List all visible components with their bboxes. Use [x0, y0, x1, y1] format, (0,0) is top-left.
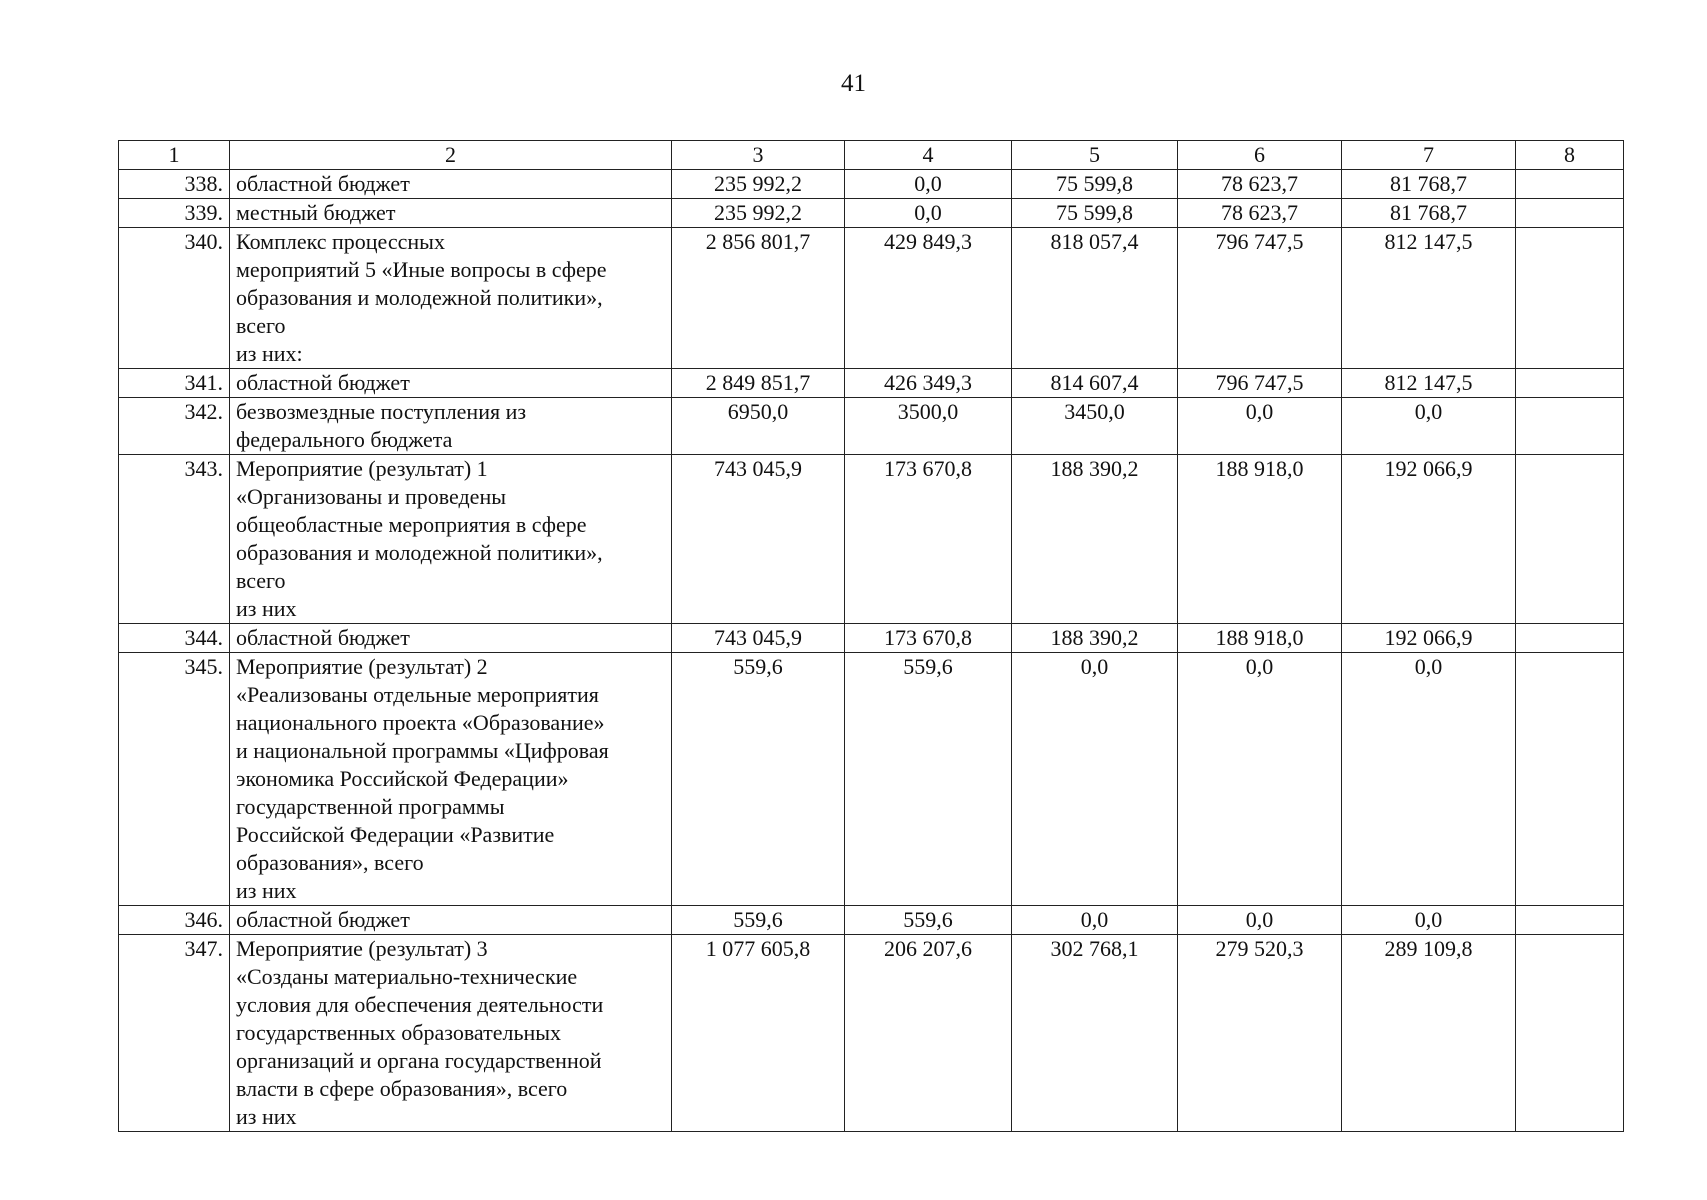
value-col7: 812 147,5 [1342, 369, 1516, 398]
value-col7: 0,0 [1342, 398, 1516, 455]
value-col4: 559,6 [845, 653, 1012, 906]
value-col6: 0,0 [1178, 398, 1342, 455]
row-name: областной бюджет [230, 170, 672, 199]
value-col5: 3450,0 [1012, 398, 1178, 455]
row-number: 339. [119, 199, 230, 228]
value-col3: 559,6 [672, 653, 845, 906]
value-col3: 235 992,2 [672, 170, 845, 199]
value-col5: 302 768,1 [1012, 935, 1178, 1132]
table-row [119, 653, 1624, 906]
value-col5: 0,0 [1012, 653, 1178, 906]
value-col6: 796 747,5 [1178, 369, 1342, 398]
value-col3: 2 856 801,7 [672, 228, 845, 369]
value-col3: 743 045,9 [672, 455, 845, 624]
value-col8 [1516, 906, 1624, 935]
budget-table [118, 140, 1624, 1132]
table-row [119, 199, 1624, 228]
row-number: 347. [119, 935, 230, 1132]
column-header: 8 [1516, 141, 1624, 170]
value-col5: 75 599,8 [1012, 199, 1178, 228]
value-col4: 429 849,3 [845, 228, 1012, 369]
value-col7: 0,0 [1342, 653, 1516, 906]
value-col5: 0,0 [1012, 906, 1178, 935]
row-name: Мероприятие (результат) 1 «Организованы и проведены общеобластные мероприятия в сфере образования и молодежной политики», всего из них [230, 455, 672, 624]
value-col5: 188 390,2 [1012, 624, 1178, 653]
value-col4: 559,6 [845, 906, 1012, 935]
value-col8 [1516, 199, 1624, 228]
table-row [119, 170, 1624, 199]
row-number: 345. [119, 653, 230, 906]
row-number: 342. [119, 398, 230, 455]
value-col3: 6950,0 [672, 398, 845, 455]
row-number: 344. [119, 624, 230, 653]
column-header: 1 [119, 141, 230, 170]
column-header: 4 [845, 141, 1012, 170]
value-col8 [1516, 455, 1624, 624]
value-col8 [1516, 653, 1624, 906]
row-name: областной бюджет [230, 369, 672, 398]
row-name: Комплекс процессных мероприятий 5 «Иные вопросы в сфере образования и молодежной политики», всего из них: [230, 228, 672, 369]
table-row [119, 398, 1624, 455]
value-col8 [1516, 935, 1624, 1132]
value-col8 [1516, 624, 1624, 653]
value-col3: 235 992,2 [672, 199, 845, 228]
value-col8 [1516, 398, 1624, 455]
row-name: безвозмездные поступления из федерального бюджета [230, 398, 672, 455]
row-name: областной бюджет [230, 624, 672, 653]
value-col8 [1516, 228, 1624, 369]
row-number: 338. [119, 170, 230, 199]
value-col3: 559,6 [672, 906, 845, 935]
value-col3: 1 077 605,8 [672, 935, 845, 1132]
value-col6: 188 918,0 [1178, 455, 1342, 624]
value-col8 [1516, 369, 1624, 398]
table-row [119, 455, 1624, 624]
value-col4: 426 349,3 [845, 369, 1012, 398]
value-col4: 173 670,8 [845, 455, 1012, 624]
row-name: Мероприятие (результат) 3 «Созданы материально-технические условия для обеспечения деятельности государственных образовательных организаций и органа государственной власти в сфере образования», всего из них [230, 935, 672, 1132]
row-name: местный бюджет [230, 199, 672, 228]
table-row [119, 624, 1624, 653]
value-col5: 188 390,2 [1012, 455, 1178, 624]
value-col5: 818 057,4 [1012, 228, 1178, 369]
value-col6: 796 747,5 [1178, 228, 1342, 369]
value-col6: 78 623,7 [1178, 199, 1342, 228]
table-row [119, 369, 1624, 398]
column-header: 3 [672, 141, 845, 170]
value-col4: 3500,0 [845, 398, 1012, 455]
table-row [119, 935, 1624, 1132]
column-header: 2 [230, 141, 672, 170]
row-number: 346. [119, 906, 230, 935]
value-col4: 206 207,6 [845, 935, 1012, 1132]
value-col3: 2 849 851,7 [672, 369, 845, 398]
row-name: областной бюджет [230, 906, 672, 935]
row-number: 343. [119, 455, 230, 624]
value-col5: 75 599,8 [1012, 170, 1178, 199]
table-row [119, 228, 1624, 369]
value-col7: 81 768,7 [1342, 199, 1516, 228]
value-col5: 814 607,4 [1012, 369, 1178, 398]
value-col4: 173 670,8 [845, 624, 1012, 653]
header-row [119, 141, 1624, 170]
value-col4: 0,0 [845, 170, 1012, 199]
page-number: 41 [841, 70, 866, 97]
value-col7: 192 066,9 [1342, 624, 1516, 653]
value-col6: 279 520,3 [1178, 935, 1342, 1132]
value-col6: 78 623,7 [1178, 170, 1342, 199]
value-col7: 289 109,8 [1342, 935, 1516, 1132]
column-header: 5 [1012, 141, 1178, 170]
value-col7: 81 768,7 [1342, 170, 1516, 199]
column-header: 7 [1342, 141, 1516, 170]
value-col6: 0,0 [1178, 906, 1342, 935]
column-header: 6 [1178, 141, 1342, 170]
row-number: 340. [119, 228, 230, 369]
value-col6: 188 918,0 [1178, 624, 1342, 653]
value-col4: 0,0 [845, 199, 1012, 228]
table-row [119, 906, 1624, 935]
value-col3: 743 045,9 [672, 624, 845, 653]
value-col6: 0,0 [1178, 653, 1342, 906]
value-col8 [1516, 170, 1624, 199]
value-col7: 812 147,5 [1342, 228, 1516, 369]
row-number: 341. [119, 369, 230, 398]
row-name: Мероприятие (результат) 2 «Реализованы отдельные мероприятия национального проекта «Образование» и национальной программы «Цифровая экономика Российской Федерации» государственной программы Российской Федерации «Развитие образования», всего из них [230, 653, 672, 906]
value-col7: 192 066,9 [1342, 455, 1516, 624]
value-col7: 0,0 [1342, 906, 1516, 935]
